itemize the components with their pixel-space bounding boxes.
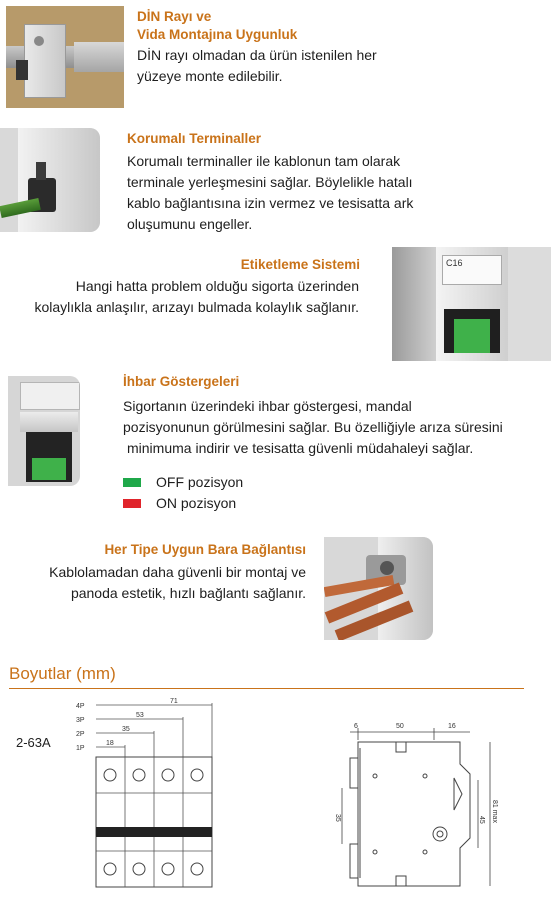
feature-indicator-text: [123, 396, 503, 459]
feature-busbar-text: [49, 562, 306, 604]
width-value: 53: [136, 712, 144, 719]
text-line: Sigortanın üzerindeki ihbar göstergesi, mandal: [123, 398, 412, 414]
side-dim-value: 16: [448, 723, 456, 730]
text-line: panoda estetik, hızlı bağlantı sağlanır.: [70, 585, 306, 601]
text-line: terminale yerleşmesini sağlar. Böylelikle hatalı: [127, 174, 413, 190]
feature-din-title-line2: Vida Montajına Uygunluk: [137, 27, 298, 42]
feature-din-title-line1: DİN Rayı ve: [137, 9, 212, 24]
feature-terminal-text: [127, 151, 413, 235]
off-position-swatch: [123, 478, 141, 487]
pole-label: 4P: [76, 703, 85, 710]
side-dim-value: 50: [396, 723, 404, 730]
pole-label: 3P: [76, 717, 85, 724]
label-photo: [392, 247, 551, 361]
feature-din-title: [137, 8, 297, 44]
text-line: Kablolamadan daha güvenli bir montaj ve: [49, 564, 306, 580]
side-dim-value: 35: [334, 814, 341, 822]
feature-indicator-title: İhbar Göstergeleri: [123, 374, 240, 389]
text-line: DİN rayı olmadan da ürün istenilen her: [137, 47, 377, 63]
terminal-photo: [0, 128, 100, 232]
pole-label: 2P: [76, 731, 85, 738]
width-value: 35: [122, 726, 130, 733]
feature-label-text: [35, 276, 360, 318]
text-line: Hangi hatta problem olduğu sigorta üzerinden: [75, 278, 359, 294]
text-line: kablo bağlantısına izin vermez ve tesisatta ark: [127, 195, 414, 211]
feature-busbar-title: Her Tipe Uygun Bara Bağlantısı: [104, 542, 306, 557]
model-label: 2-63A: [16, 735, 51, 750]
busbar-photo: [324, 537, 433, 640]
width-value: 18: [106, 740, 114, 747]
width-value: 71: [170, 698, 178, 705]
front-view-drawing: [70, 693, 230, 893]
side-dim-value: 81 max: [491, 800, 498, 823]
text-line: oluşumunu engeller.: [127, 216, 253, 232]
side-view-drawing: [330, 718, 510, 896]
breaker-rating-label: C16: [446, 258, 463, 268]
side-dim-value: 45: [478, 816, 485, 824]
feature-din-text: [137, 45, 377, 87]
feature-label-title: Etiketleme Sistemi: [240, 257, 360, 272]
text-line: yüzeye monte edilebilir.: [137, 68, 283, 84]
on-position-label: ON pozisyon: [156, 495, 237, 511]
pole-label: 1P: [76, 745, 85, 752]
text-line: pozisyonunun görülmesini sağlar. Bu özelliğiyle arıza süresini: [123, 419, 503, 435]
feature-terminal-title: Korumalı Terminaller: [127, 131, 262, 146]
text-line: kolaylıkla anlaşılır, arızayı bulmada kolaylık sağlanır.: [34, 299, 359, 315]
on-position-swatch: [123, 499, 141, 508]
indicator-photo: [8, 376, 80, 486]
off-position-label: OFF pozisyon: [156, 474, 244, 490]
side-dim-value: 6: [354, 723, 358, 730]
text-line: Korumalı terminaller ile kablonun tam olarak: [127, 153, 401, 169]
section-divider: [9, 688, 524, 689]
din-rail-photo: [6, 6, 124, 108]
dimensions-title: Boyutlar (mm): [9, 664, 116, 683]
text-line: minimuma indirir ve tesisatta güvenli müdahaleyi sağlar.: [127, 440, 474, 456]
